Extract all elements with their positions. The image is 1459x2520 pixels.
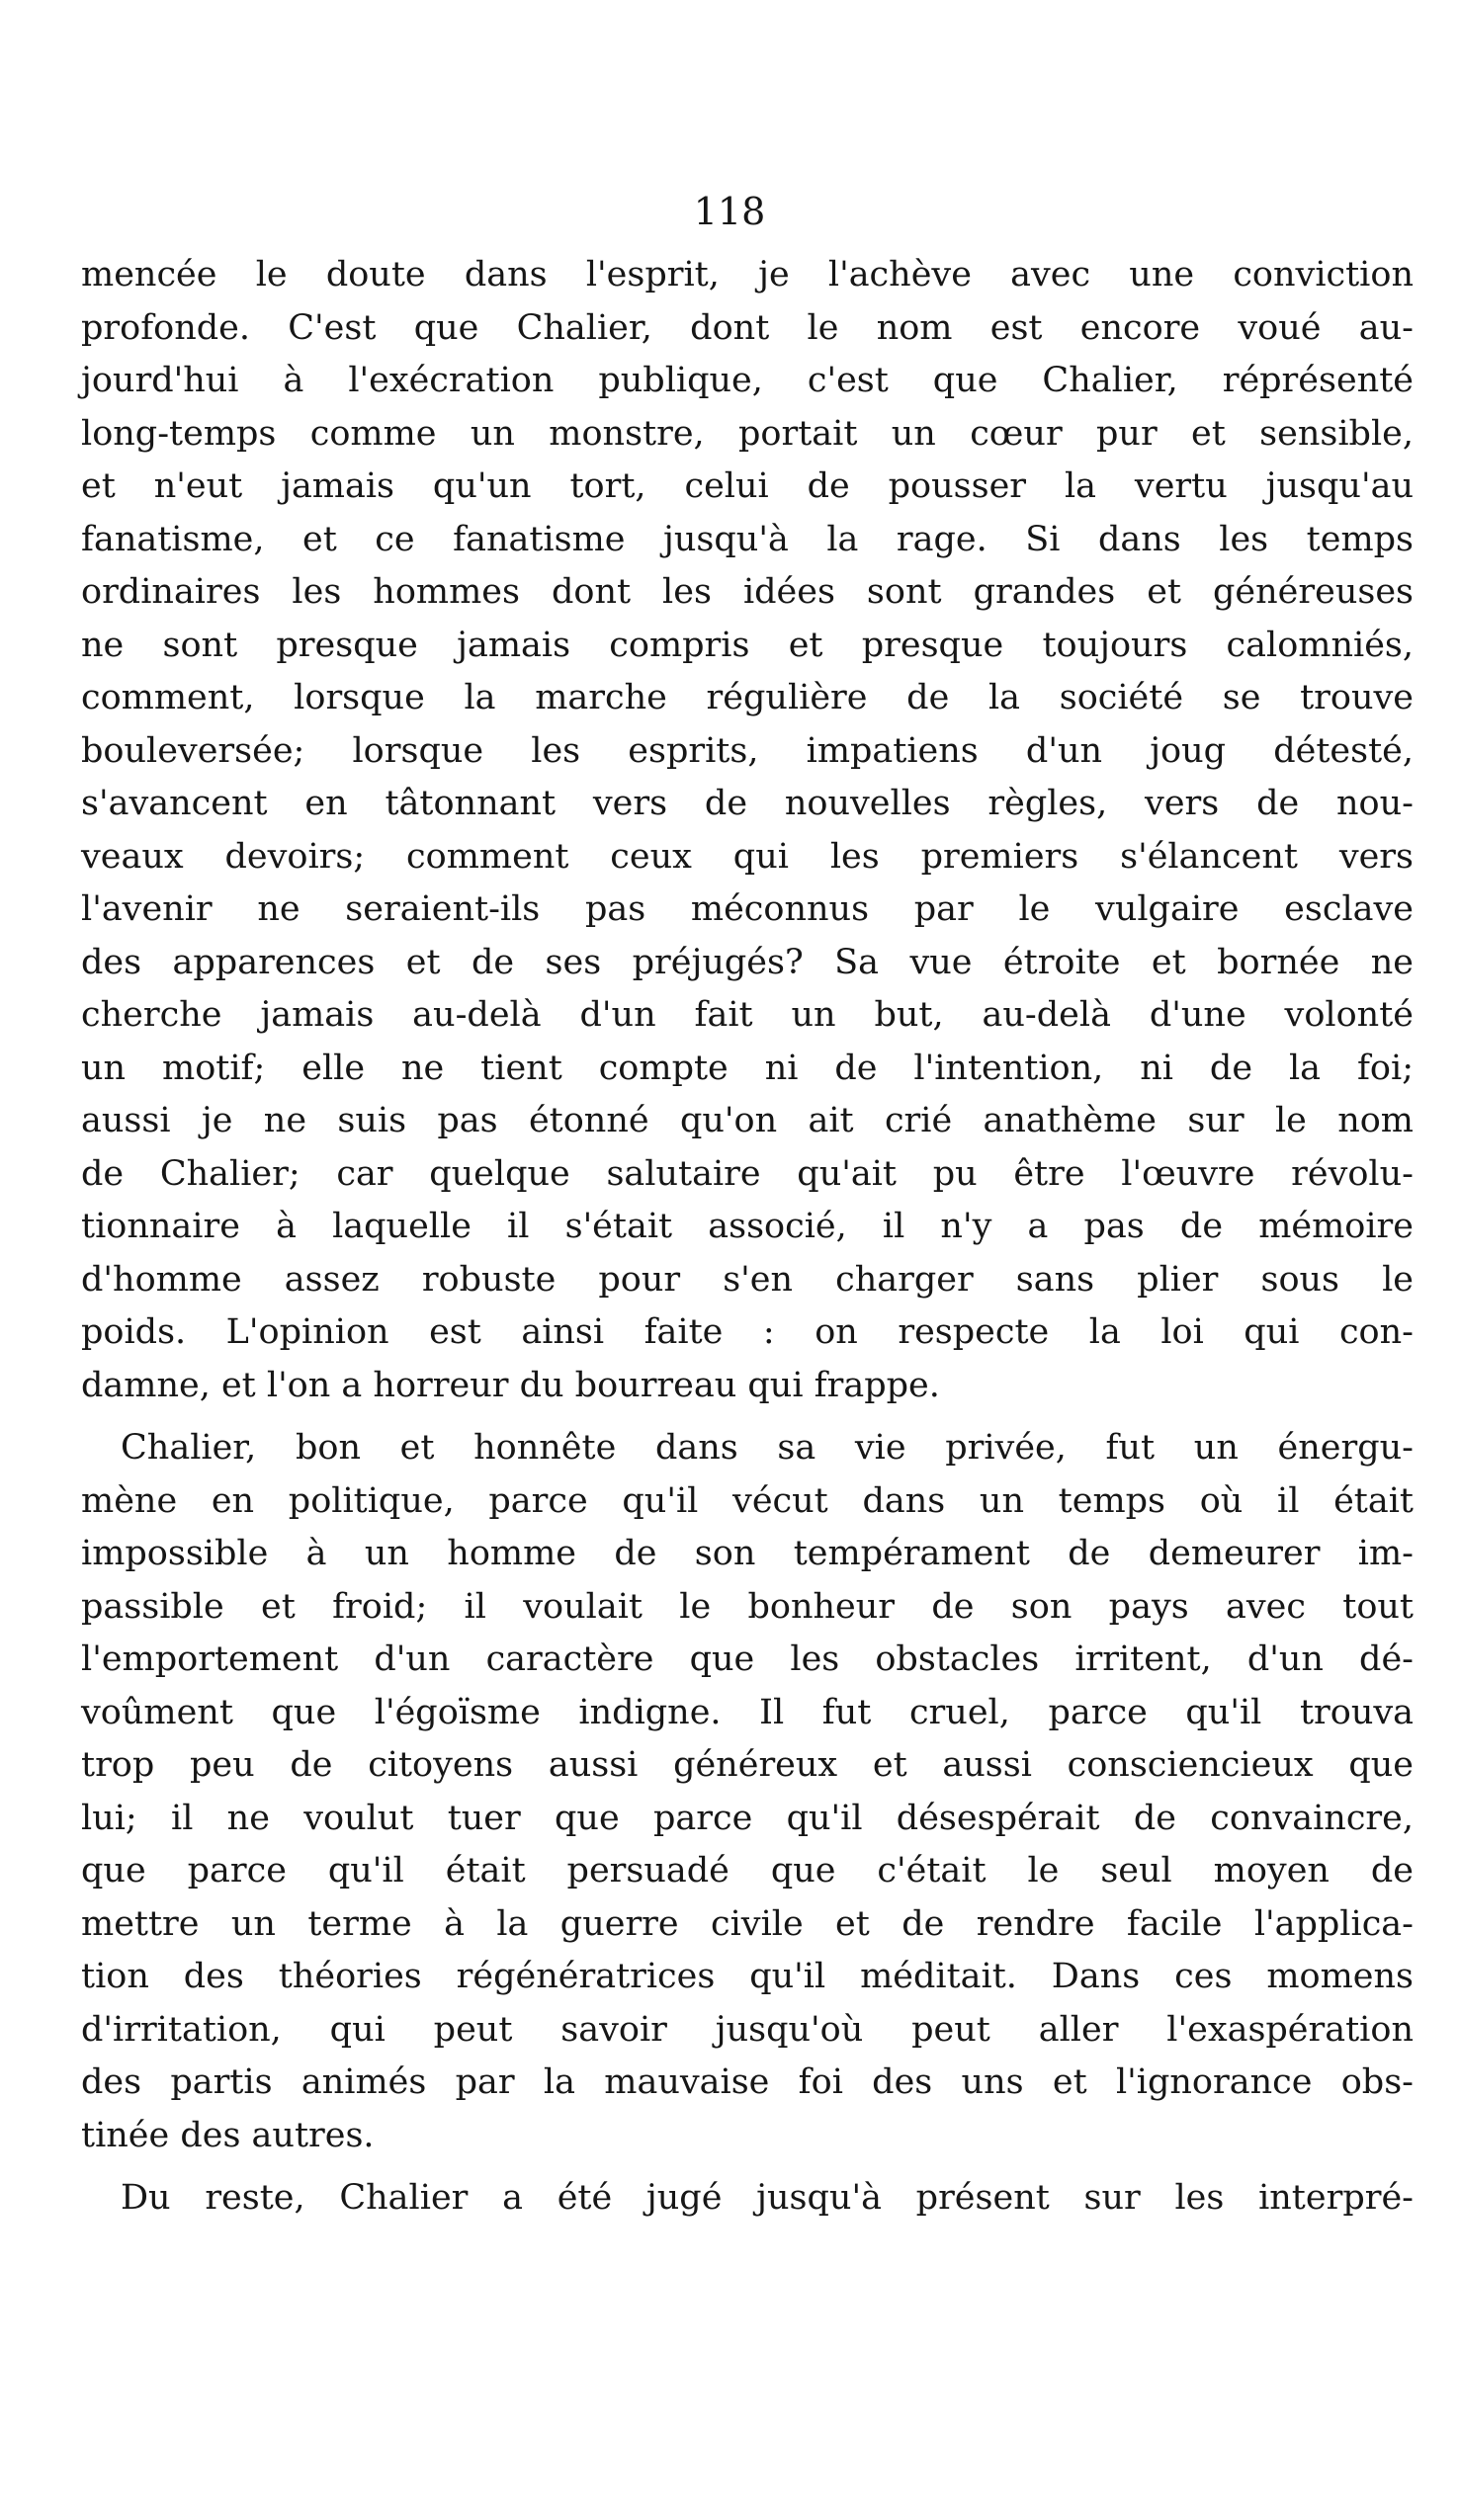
text-line: et n'eut jamais qu'un tort, celui de pousser la vertu jusqu'au (81, 466, 1414, 506)
paragraph-gap (81, 2162, 1414, 2172)
text-line: d'irritation, qui peut savoir jusqu'où peut aller l'exaspération (81, 2009, 1414, 2050)
text-line: un motif; elle ne tient compte ni de l'intention, ni de la foi; (81, 1048, 1414, 1088)
page-number: 118 (693, 190, 766, 233)
text-line: des apparences et de ses préjugés? Sa vue étroite et bornée ne (81, 942, 1414, 982)
text-line: que parce qu'il était persuadé que c'était le seul moyen de (81, 1851, 1414, 1890)
text-line: passible et froid; il voulait le bonheur de son pays avec tout (81, 1586, 1414, 1627)
paragraph-3 (81, 2172, 1414, 2226)
text-line: fanatisme, et ce fanatisme jusqu'à la rage. Si dans les temps (81, 519, 1414, 559)
text-line: des partis animés par la mauvaise foi des uns et l'ignorance obs- (81, 2062, 1414, 2102)
text-line: mène en politique, parce qu'il vécut dans un temps où il était (81, 1480, 1414, 1521)
text-line: l'avenir ne seraient-ils pas méconnus par le vulgaire esclave (81, 889, 1414, 929)
text-line: comment, lorsque la marche régulière de la société se trouve (81, 678, 1414, 717)
paragraph-1 (81, 249, 1414, 1412)
text-line: long-temps comme un monstre, portait un cœur pur et sensible, (81, 413, 1414, 454)
text-line: de Chalier; car quelque salutaire qu'ait pu être l'œuvre révolu- (81, 1153, 1414, 1194)
text-line: poids. L'opinion est ainsi faite : on respecte la loi qui con- (81, 1312, 1414, 1352)
text-line: bouleversée; lorsque les esprits, impatiens d'un joug détesté, (81, 730, 1414, 771)
paragraph-2 (81, 1422, 1414, 2162)
text-line: tion des théories régénératrices qu'il méditait. Dans ces momens (81, 1957, 1414, 1996)
text-line: Du reste, Chalier a été jugé jusqu'à présent sur les interpré- (121, 2178, 1414, 2218)
text-line: ne sont presque jamais compris et presque toujours calomniés, (81, 625, 1414, 665)
text-line: voûment que l'égoïsme indigne. Il fut cruel, parce qu'il trouva (81, 1692, 1414, 1732)
text-line: ordinaires les hommes dont les idées sont grandes et généreuses (81, 572, 1414, 612)
text-line: tionnaire à laquelle il s'était associé, il n'y a pas de mémoire (81, 1207, 1414, 1246)
text-line: tinée des autres. (81, 2115, 375, 2155)
text-line: l'emportement d'un caractère que les obstacles irritent, d'un dé- (81, 1639, 1414, 1679)
text-line: Chalier, bon et honnête dans sa vie privée, fut un énergu- (121, 1428, 1414, 1468)
text-line: trop peu de citoyens aussi généreux et aussi consciencieux que (81, 1745, 1414, 1785)
text-line: mencée le doute dans l'esprit, je l'achève avec une conviction (81, 255, 1414, 294)
text-line: aussi je ne suis pas étonné qu'on ait crié anathème sur le nom (81, 1101, 1414, 1140)
text-line: jourd'hui à l'exécration publique, c'est que Chalier, réprésenté (81, 361, 1414, 400)
text-line: veaux devoirs; comment ceux qui les premiers s'élancent vers (81, 836, 1414, 877)
text-line: damne, et l'on a horreur du bourreau qui frappe. (81, 1365, 940, 1405)
text-line: lui; il ne voulut tuer que parce qu'il désespérait de convaincre, (81, 1798, 1414, 1838)
text-line: profonde. C'est que Chalier, dont le nom est encore voué au- (81, 307, 1414, 348)
text-line: s'avancent en tâtonnant vers de nouvelles règles, vers de nou- (81, 784, 1414, 823)
paragraph-gap (81, 1412, 1414, 1422)
text-line: d'homme assez robuste pour s'en charger sans plier sous le (81, 1259, 1414, 1300)
body-text (81, 249, 1414, 2226)
text-line: cherche jamais au-delà d'un fait un but, au-delà d'une volonté (81, 995, 1414, 1035)
text-line: mettre un terme à la guerre civile et de rendre facile l'applica- (81, 1903, 1414, 1944)
text-line: impossible à un homme de son tempérament de demeurer im- (81, 1534, 1414, 1573)
